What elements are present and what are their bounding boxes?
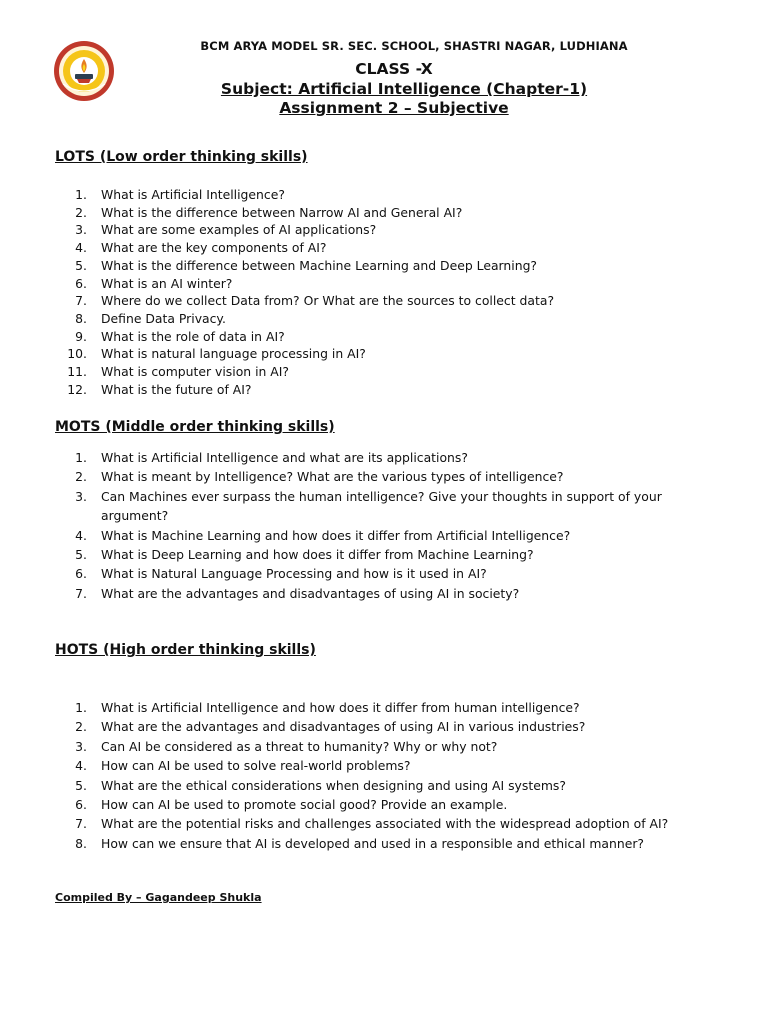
question-text: What are the key components of AI? [101, 240, 327, 256]
question-item [55, 204, 695, 222]
question-number: 3. [75, 488, 87, 504]
question-text: What are the advantages and disadvantages of using AI in society? [101, 585, 520, 601]
question-number: 11. [67, 364, 87, 380]
question-number: 1. [75, 700, 87, 715]
question-number: 8. [75, 835, 87, 851]
question-text: What are the potential risks and challenges associated with the widespread adoption of AI? [101, 816, 669, 832]
question-item [55, 186, 695, 204]
question-number: 3. [75, 738, 87, 754]
lots-question-list [55, 186, 695, 398]
question-number: 7. [75, 293, 87, 309]
question-text: What are some examples of AI applications? [101, 222, 377, 238]
question-item [55, 257, 695, 275]
hots-question-list [55, 698, 695, 853]
question-number: 4. [75, 758, 87, 774]
question-number: 9. [75, 328, 87, 344]
question-text: What is Artificial Intelligence and how does it differ from human intelligence? [101, 700, 580, 715]
question-item [55, 467, 695, 486]
subject-title: Subject: Artificial Intelligence (Chapter-1) [220, 80, 588, 98]
question-number: 7. [75, 816, 87, 832]
question-item [55, 795, 695, 814]
question-item [55, 292, 695, 310]
question-item [55, 545, 695, 564]
question-text: What is the future of AI? [101, 381, 252, 397]
question-item [55, 776, 695, 795]
question-text: How can we ensure that AI is developed and used in a responsible and ethical manner? [101, 835, 644, 851]
question-text: What is natural language processing in AI? [101, 346, 366, 362]
hots-section-title: HOTS (High order thinking skills) [55, 642, 316, 658]
question-item [55, 756, 695, 775]
question-text: What is Deep Learning and how does it differ from Machine Learning? [101, 547, 534, 563]
question-text: How can AI be used to solve real-world problems? [101, 758, 411, 774]
question-item [55, 717, 695, 736]
question-item [55, 564, 695, 583]
question-item [55, 381, 695, 399]
class-title: CLASS -X [355, 60, 433, 78]
question-text: What is meant by Intelligence? What are the various types of intelligence? [101, 469, 564, 485]
lots-section-title: LOTS (Low order thinking skills) [55, 149, 308, 165]
question-text: What is Artificial Intelligence? [101, 187, 285, 202]
question-number: 6. [75, 275, 87, 291]
question-item [55, 526, 695, 545]
question-item [55, 448, 695, 467]
question-item [55, 328, 695, 346]
assignment-title: Assignment 2 – Subjective [279, 99, 509, 117]
question-item [55, 737, 695, 756]
question-item [55, 275, 695, 293]
question-text: What is the difference between Machine Learning and Deep Learning? [101, 257, 538, 273]
question-item [55, 310, 695, 328]
question-number: 3. [75, 222, 87, 238]
question-item [55, 239, 695, 257]
question-number: 2. [75, 719, 87, 735]
question-text: How can AI be used to promote social good? Provide an example. [101, 797, 508, 813]
question-number: 7. [75, 585, 87, 601]
question-number: 8. [75, 310, 87, 326]
question-text: What are the ethical considerations when designing and using AI systems? [101, 777, 566, 793]
question-text: Define Data Privacy. [101, 310, 226, 326]
question-number: 5. [75, 547, 87, 563]
question-number: 6. [75, 797, 87, 813]
question-text: What is Machine Learning and how does it differ from Artificial Intelligence? [101, 527, 571, 543]
question-text: What is the difference between Narrow AI and General AI? [101, 204, 463, 220]
question-item [55, 487, 695, 526]
question-text: Can AI be considered as a threat to humanity? Why or why not? [101, 738, 498, 754]
question-item [55, 345, 695, 363]
question-number: 12. [67, 381, 87, 397]
question-item [55, 221, 695, 239]
question-item [55, 363, 695, 381]
question-text: What is Natural Language Processing and how is it used in AI? [101, 566, 487, 582]
mots-section-title: MOTS (Middle order thinking skills) [55, 419, 335, 435]
question-item [55, 584, 695, 603]
question-number: 6. [75, 566, 87, 582]
question-number: 1. [75, 187, 87, 202]
question-text: What is computer vision in AI? [101, 364, 290, 380]
question-text: What is the role of data in AI? [101, 328, 285, 344]
compiled-by-note: Compiled By – Gagandeep Shukla [55, 891, 262, 904]
question-number: 2. [75, 204, 87, 220]
question-number: 10. [67, 346, 87, 362]
question-number: 2. [75, 469, 87, 485]
question-text: Where do we collect Data from? Or What are the sources to collect data? [101, 293, 555, 309]
school-name: BCM ARYA MODEL SR. SEC. SCHOOL, SHASTRI NAGAR, LUDHIANA [200, 39, 628, 53]
question-number: 4. [75, 527, 87, 543]
question-item [55, 698, 695, 717]
mots-question-list [55, 448, 695, 603]
question-number: 5. [75, 257, 87, 273]
question-text: What are the advantages and disadvantages of using AI in various industries? [101, 719, 586, 735]
question-item [55, 834, 695, 853]
question-number: 4. [75, 240, 87, 256]
question-number: 1. [75, 450, 87, 465]
question-text: What is an AI winter? [101, 275, 233, 291]
question-text: Can Machines ever surpass the human intelligence? Give your thoughts in support of your argument? [101, 488, 662, 524]
question-number: 5. [75, 777, 87, 793]
question-item [55, 814, 695, 833]
question-text: What is Artificial Intelligence and what are its applications? [101, 450, 468, 465]
